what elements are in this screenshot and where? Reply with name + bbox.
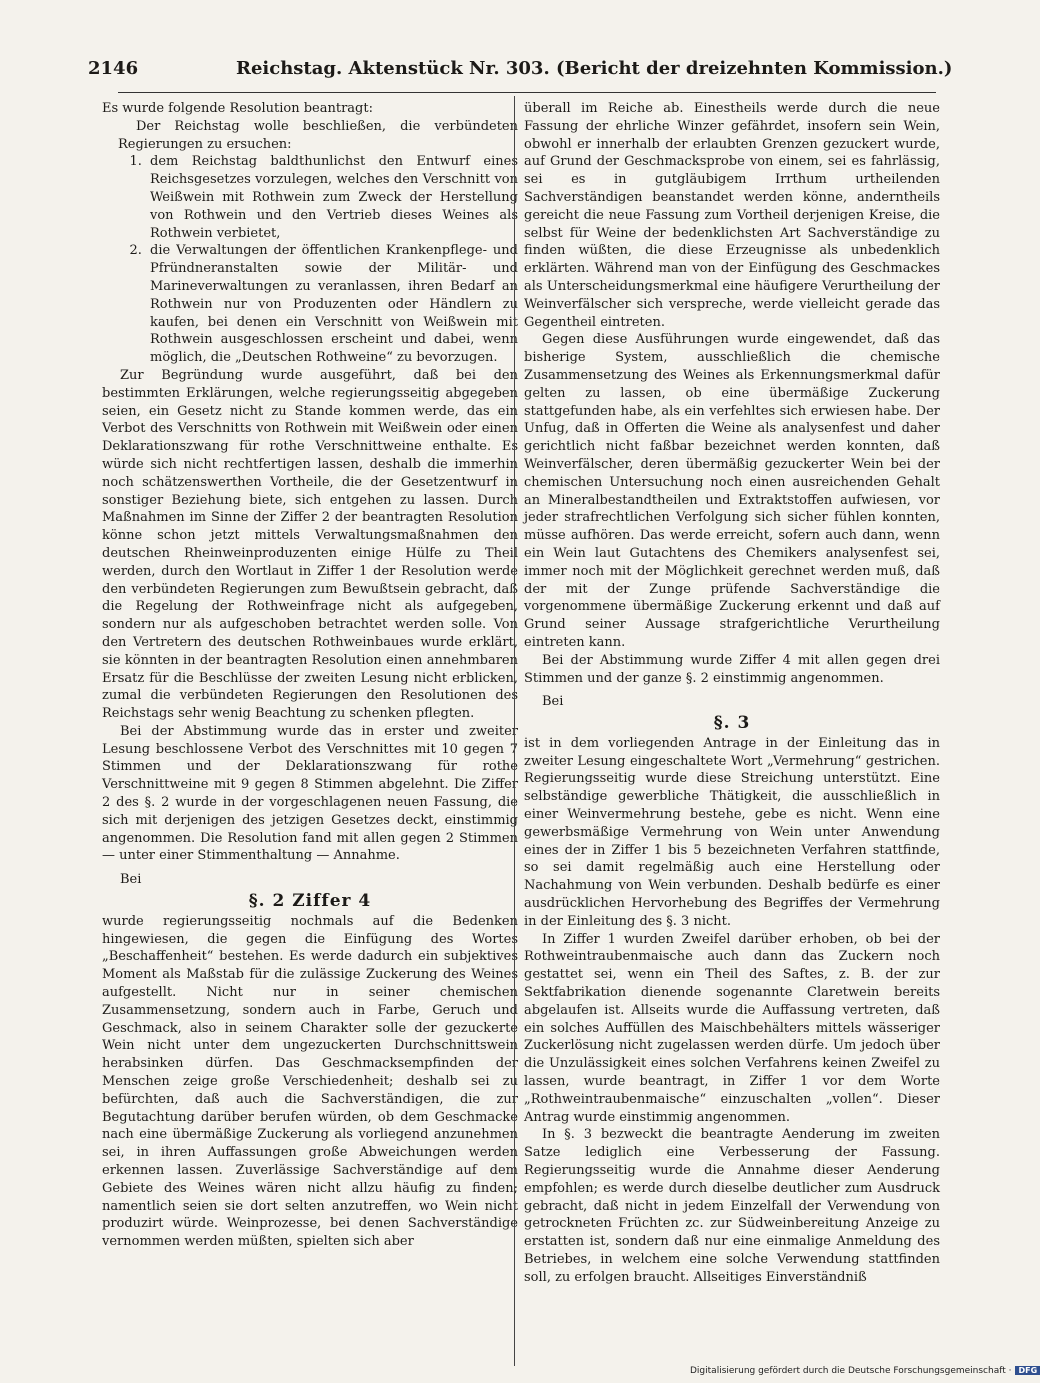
bei-label: Bei (542, 694, 564, 710)
header-rule (118, 92, 936, 93)
paragraph-continuation: überall im Reiche ab. Einestheils werde durch die neue Fassung der ehrliche Winzer gefährdet, insofern sein Wein, obwohl er innerhalb der erlaubten Grenzen gezuckert wurde, auf Grund der Geschmacksprobe von einem, sei es fahrlässig, sei es in gutgläubigem Irrthum urtheilenden Sachverständigen beanstandet werden könne, anderntheils gereicht die neue Fassung zum Vortheil derjenigen Kreise, die selbst für Weine der bedenklichsten Art Sachverständige zu finden wüßten, die diese Erzeugnisse als unbedenklich erklärten. Während man von der Einfügung des Geschmackes als Unterscheidungsmerkmal eine häufigere Verurtheilung der Weinverfälscher sich verspreche, werde vielleicht gerade das Gegentheil eintreten. (524, 101, 940, 330)
list-item: 1. dem Reichstag baldthunlichst den Entwurf eines Reichsgesetzes vorzulegen, welches den Verschnitt von Weißwein mit Rothwein zum Zweck der Herstellung von Rothwein und den Vertrieb dieses Weines als Rothwein verbietet, (146, 153, 518, 242)
left-column (102, 100, 518, 1251)
paragraph-ziffer4: wurde regierungsseitig nochmals auf die Bedenken hingewiesen, die gegen die Einfügung des Wortes „Beschaffenheit“ bestehen. Es werde dadurch ein subjektives Moment als Maßstab für die zulässige Zuckerung des Weines aufgestellt. Nicht nur in seiner chemischen Zusammensetzung, sondern auch in Farbe, Geruch und Geschmack, also in seinem Charakter solle der gezuckerte Wein nicht unter dem ungezuckerten Durchschnittswein herabsinken dürfen. Das Geschmacksempfinden der Menschen zeige große Verschiedenheit; deshalb sei zu befürchten, daß auch die Sachverständigen, die zur Begutachtung darüber berufen würden, ob dem Geschmacke nach eine übermäßige Zuckerung als vorliegend anzunehmen sei, in ihren Auffassungen große Abweichungen werden erkennen lassen. Zuverlässige Sachverständige auf dem Gebiete des Weines wären nicht allzu häufig zu finden; namentlich seien sie dort selten anzutreffen, wo Wein nicht produzirt würde. Weinprozesse, bei denen Sachverständige vernommen werden müßten, spielten sich aber (102, 913, 518, 1250)
resolution-list (102, 153, 518, 367)
column-divider (514, 96, 515, 1366)
paragraph-vote: Bei der Abstimmung wurde das in erster und zweiter Lesung beschlossene Verbot des Verschnittes mit 10 gegen 7 Stimmen und der Deklarationszwang für rothe Verschnittweine mit 9 gegen 8 Stimmen abgelehnt. Die Ziffer 2 des §. 2 wurde in der vorgeschlagenen neuen Fassung, die sich mit derjenigen des jetzigen Gesetzes deckt, einstimmig angenommen. Die Resolution fand mit allen gegen 2 Stimmen — unter einer Stimmenthaltung — Annahme. (102, 723, 518, 864)
section-heading: §. 3 (713, 713, 751, 734)
paragraph-vote: Bei der Abstimmung wurde Ziffer 4 mit allen gegen drei Stimmen und der ganze §. 2 einstimmig angenommen. (524, 652, 940, 686)
paragraph-justification: Zur Begründung wurde ausgeführt, daß bei den bestimmten Erklärungen, welche regierungsseitig abgegeben seien, ein Gesetz nicht zu Stande kommen werde, das ein Verbot des Verschnitts von Rothwein mit Weißwein oder einen Deklarationszwang für rothe Verschnittweine enthalte. Es würde sich nicht rechtfertigen lassen, deshalb die immerhin noch schätzenswerthen Vortheile, die der Gesetzentwurf in sonstiger Beziehung biete, sich entgehen zu lassen. Durch Maßnahmen im Sinne der Ziffer 2 der beantragten Resolution könne schon jetzt mittels Verwaltungsmaßnahmen den deutschen Rheinweinproduzenten einige Hülfe zu Theil werden, durch den Wortlaut in Ziffer 1 der Resolution werde den verbündeten Regierungen zum Bewußtsein gebracht, daß die Regelung der Rothweinfrage nicht als aufgegeben, sondern nur als aufgeschoben betrachtet werden solle. Von den Vertretern des deutschen Rothweinbaues wurde erklärt, sie könnten in der beantragten Resolution einen annehmbaren Ersatz für die Beschlüsse der zweiten Lesung nicht erblicken, zumal die verbündeten Regierungen den Resolutionen des Reichstags sehr wenig Beachtung zu schenken pflegten. (102, 367, 518, 722)
paragraph-objection: Gegen diese Ausführungen wurde eingewendet, daß das bisherige System, ausschließlich die chemische Zusammensetzung des Weines als Erkennungsmerkmal dafür gelten zu lassen, ob eine übermäßige Zuckerung stattgefunden habe, als ein verfehltes sich erwiesen habe. Der Unfug, daß in Offerten die Weine als analysenfest und daher gerichtlich nicht faßbar bezeichnet werden konnten, daß Weinverfälscher, deren übermäßig gezuckerter Wein bei der chemischen Untersuchung noch einen ausreichenden Gehalt an Mineralbestandtheilen und Extraktstoffen aufwiesen, vor jeder strafrechtlichen Verfolgung sich sicher fühlen konnten, müsse aufhören. Das werde erreicht, sofern auch dann, wenn ein Wein laut Gutachtens des Chemikers analysenfest sei, immer noch mit der Möglichkeit gerechnet werden muß, daß der mit der Zunge prüfende Sachverständige die vorgenommene übermäßige Zuckerung erkennt und daß auf Grund seiner Aussage strafgerichtliche Verurtheilung eintreten kann. (524, 332, 940, 650)
paragraph-s3: ist in dem vorliegenden Antrage in der Einleitung das in zweiter Lesung eingeschaltete Wort „Vermehrung“ gestrichen. Regierungsseitig wurde diese Streichung unterstützt. Eine selbständige gewerbliche Thätigkeit, die ausschließlich in einer Weinvermehrung bestehe, gebe es nicht. Wenn eine gewerbsmäßige Vermehrung von Wein unter Anwendung eines der in Ziffer 1 bis 5 bezeichneten Verfahren stattfinde, so sei damit regelmäßig auch eine Herstellung oder Nachahmung von Wein verbunden. Deshalb bedürfe es einer ausdrücklichen Hervorhebung des Begriffes der Vermehrung in der Einleitung des §. 3 nicht. (524, 735, 940, 929)
page-number: 2146 (88, 58, 139, 79)
dfg-logo: DFG (1015, 1366, 1040, 1375)
bei-label: Bei (120, 872, 142, 888)
paragraph-satz2: In §. 3 bezweckt die beantragte Aenderung im zweiten Satze lediglich eine Verbesserung der Fassung. Regierungsseitig wurde die Annahme dieser Aenderung empfohlen; es werde durch dieselbe deutlicher zum Ausdruck gebracht, daß nicht in jedem Einzelfall der Verwendung von getrockneten Früchten zc. zur Südweinbereitung Anzeige zu erstatten ist, sondern daß nur eine einmalige Anmeldung des Betriebes, in welchem eine solche Verwendung stattfinden soll, zu erfolgen braucht. Allseitiges Einverständniß (524, 1127, 940, 1285)
footer-text: Digitalisierung gefördert durch die Deutsche Forschungsgemeinschaft · (690, 1366, 1012, 1376)
right-column (524, 100, 940, 1287)
page-header (88, 58, 953, 86)
footer (690, 1366, 1038, 1380)
running-head: Reichstag. Aktenstück Nr. 303. (Bericht der dreizehnten Kommission.) (236, 58, 953, 79)
paragraph-ziffer1: In Ziffer 1 wurden Zweifel darüber erhoben, ob bei der Rothweintraubenmaische auch dann das Zuckern noch gestattet sei, wenn ein Theil des Saftes, z. B. der zur Sektfabrikation dienende sogenannte Claretwein bereits abgelaufen ist. Allseits wurde die Auffassung vertreten, daß ein solches Auffüllen des Maischbehälters mittels wässeriger Zuckerlösung nicht zugelassen werden dürfe. Um jedoch über die Unzulässigkeit eines solchen Verfahrens keinen Zweifel zu lassen, wurde beantragt, in Ziffer 1 vor dem Worte „Rothweintraubenmaische“ einzuschalten „vollen“. Dieser Antrag wurde einstimmig angenommen. (524, 931, 940, 1125)
section-heading: §. 2 Ziffer 4 (248, 891, 372, 912)
resolution-request: Der Reichstag wolle beschließen, die verbündeten Regierungen zu ersuchen: (118, 118, 518, 152)
resolution-intro: Es wurde folgende Resolution beantragt: (102, 101, 373, 116)
list-item: 2. die Verwaltungen der öffentlichen Krankenpflege- und Pfründneranstalten sowie der Militär- und Marineverwaltungen zu veranlassen, ihren Bedarf an Rothwein nur von Produzenten oder Händlern zu kaufen, bei denen ein Verschnitt von Weißwein mit Rothwein ausgeschlossen erscheint und dabei, wenn möglich, die „Deutschen Rothweine“ zu bevorzugen. (146, 242, 518, 367)
